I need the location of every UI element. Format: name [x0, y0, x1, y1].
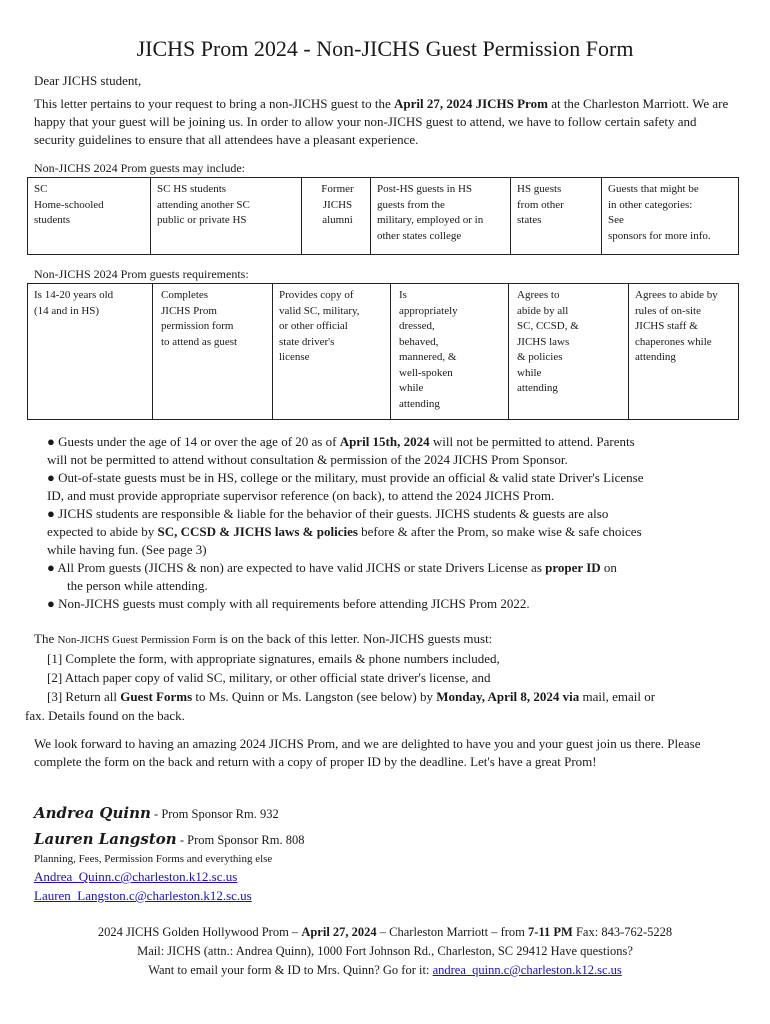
planning-note: Planning, Fees, Permission Forms and everything else: [34, 853, 273, 865]
bullet-age: ● Guests under the age of 14 or over the age of 20 as of April 15th, 2024 will not be permitted to attend. Parents: [47, 434, 635, 449]
bullet-id: ● All Prom guests (JICHS & non) are expected to have valid JICHS or state Drivers License as proper ID on: [47, 560, 617, 575]
include-table: [27, 177, 739, 255]
bullet-compliance: ● Non-JICHS guests must comply with all requirements before attending JICHS Prom 2022.: [47, 596, 530, 611]
footer-line-1: 2024 JICHS Golden Hollywood Prom – April 27, 2024 – Charleston Marriott – from 7-11 PM Fax: 843-762-5228: [97, 925, 673, 939]
bullet-id-line2: the person while attending.: [67, 578, 208, 593]
bullet-age-line2: will not be permitted to attend without consultation & permission of the 2024 JICHS Prom Sponsor.: [47, 452, 568, 467]
req-cell-form: Completes JICHS Prom permission form to attend as guest: [152, 284, 272, 419]
requirements-table: [27, 283, 739, 420]
footer-line-2: Mail: JICHS (attn.: Andrea Quinn), 1000 Fort Johnson Rd., Charleston, SC 29412 Have questions?: [137, 944, 633, 958]
page-title: JICHS Prom 2024 - Non-JICHS Guest Permission Form: [136, 36, 634, 61]
footer-email-link[interactable]: andrea_quinn.c@charleston.k12.sc.us: [432, 963, 622, 977]
step-3-line2: fax. Details found on the back.: [25, 708, 185, 723]
sponsor-quinn: Andrea Quinn - Prom Sponsor Rm. 932: [34, 804, 279, 822]
footer-line-3: Want to email your form & ID to Mrs. Quinn? Go for it: andrea_quinn.c@charleston.k12.sc.us: [148, 963, 622, 977]
bullet-out-of-state-line2: ID, and must provide appropriate supervisor reference (on back), to attend the 2024 JICHS Prom.: [47, 488, 555, 503]
req-cell-license: Provides copy of valid SC, military, or other official state driver's license: [272, 284, 390, 419]
step-3: [3] Return all Guest Forms to Ms. Quinn or Ms. Langston (see below) by Monday, April 8, 2024 via mail, email or: [47, 689, 656, 704]
greeting: Dear JICHS student,: [34, 73, 142, 88]
bullet-list: [47, 433, 737, 613]
email-langston-link[interactable]: Lauren_Langston.c@charleston.k12.sc.us: [34, 888, 252, 903]
requirements-label: Non-JICHS 2024 Prom guests requirements:: [34, 267, 249, 281]
bullet-responsibility-line2: expected to abide by SC, CCSD & JICHS laws & policies before & after the Prom, so make wise & safe choices: [47, 524, 642, 539]
include-cell-other-states: HS guests from other states: [510, 178, 602, 254]
include-cell-other-categories: Guests that might be in other categories: See sponsors for more info.: [601, 178, 738, 254]
signature-quinn: Andrea Quinn: [34, 804, 151, 822]
email-langston[interactable]: [34, 887, 252, 905]
include-cell-sc-hs: SC HS students attending another SC public or private HS: [150, 178, 322, 254]
bullet-responsibility-line3: while having fun. (See page 3): [47, 542, 207, 557]
sponsor-langston: Lauren Langston - Prom Sponsor Rm. 808: [34, 830, 305, 848]
req-cell-laws: Agrees to abide by all SC, CCSD, & JICHS laws & policies while attending: [508, 284, 628, 419]
include-cell-post-hs: Post-HS guests in HS guests from the military, employed or in other states college: [370, 178, 530, 254]
include-label: Non-JICHS 2024 Prom guests may include:: [34, 161, 245, 175]
signature-langston: Lauren Langston: [34, 830, 177, 848]
step-1: [1] Complete the form, with appropriate signatures, emails & phone numbers included,: [47, 651, 500, 666]
email-quinn-link[interactable]: Andrea_Quinn.c@charleston.k12.sc.us: [34, 869, 238, 884]
intro-paragraph: This letter pertains to your request to bring a non-JICHS guest to the April 27, 2024 JICHS Prom at the Charleston Marriott. We are happy that your guest will be joining us. In order to allow your non-JICHS guest to attend, we have to follow certain safety and security guidelines to ensure that all attendees have a pleasant experience.: [34, 96, 729, 147]
req-cell-behavior: Is appropriately dressed, behaved, mannered, & well-spoken while attending: [390, 284, 508, 419]
req-cell-age: Is 14-20 years old (14 and in HS): [34, 289, 114, 317]
include-cell-alumni: Former JICHS alumni: [301, 178, 373, 254]
req-cell-staff-rules: Agrees to abide by rules of on-site JICHS staff & chaperones while attending: [628, 284, 738, 419]
steps-lead: The Non-JICHS Guest Permission Form is on the back of this letter. Non-JICHS guests must:: [34, 631, 493, 646]
include-cell-homeschool: SC Home-schooled students: [34, 183, 104, 226]
bullet-responsibility: ● JICHS students are responsible & liable for the behavior of their guests. JICHS students & guests are also: [47, 506, 609, 521]
email-quinn[interactable]: [34, 868, 237, 886]
bullet-out-of-state: ● Out-of-state guests must be in HS, college or the military, must provide an official & valid state Driver's License: [47, 470, 644, 485]
step-2: [2] Attach paper copy of valid SC, military, or other official state driver's license, and: [47, 670, 491, 685]
closing-paragraph: We look forward to having an amazing 2024 JICHS Prom, and we are delighted to have you and your guest join us there. Please complete the form on the back and return with a copy of proper ID by the deadline. Let's have a great Prom!: [34, 736, 701, 769]
